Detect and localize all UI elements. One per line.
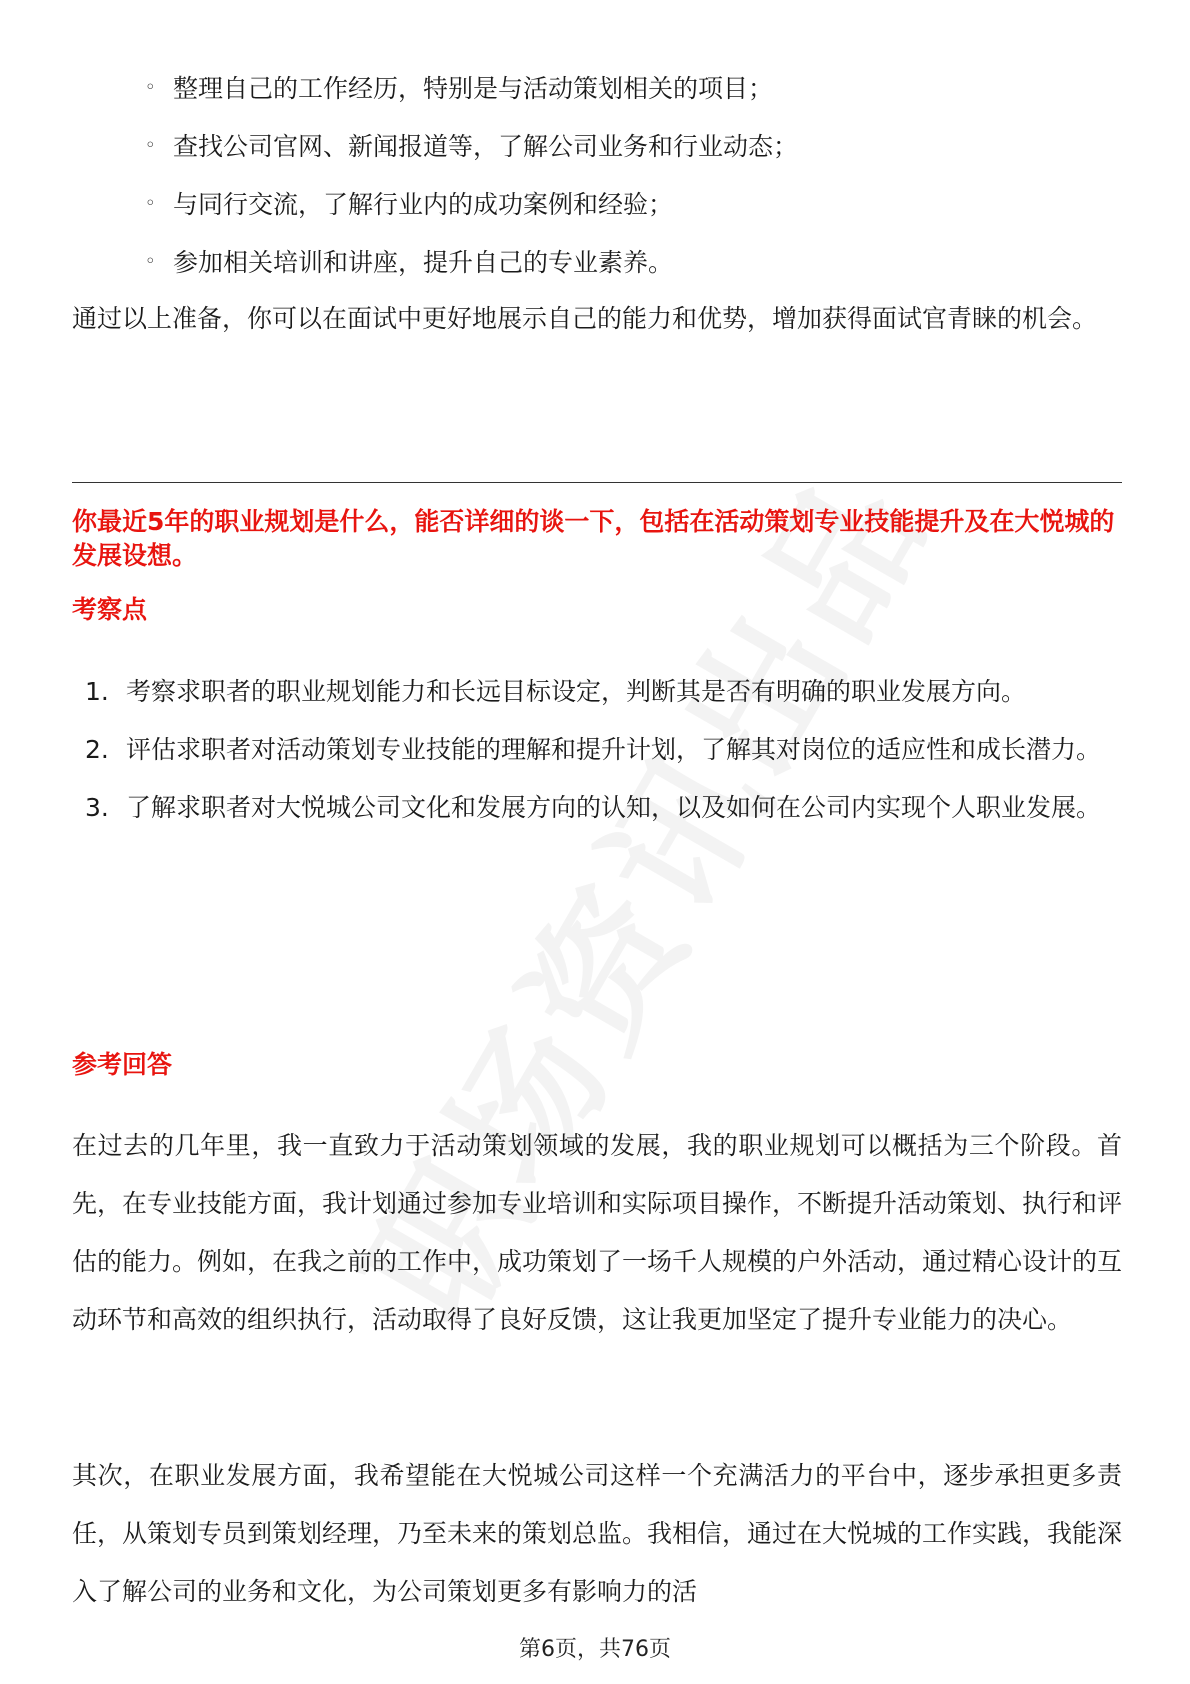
list-item xyxy=(145,174,798,232)
assessment-list xyxy=(85,663,1115,837)
page-number: 第6页，共76页 xyxy=(519,1637,671,1662)
list-item-text: 考察求职者的职业规划能力和长远目标设定，判断其是否有明确的职业发展方向。 xyxy=(126,677,1027,706)
answer-paragraph: 其次，在职业发展方面，我希望能在大悦城公司这样一个充满活力的平台中，逐步承担更多责任，从策划专员到策划经理，乃至未来的策划总监。我相信，通过在大悦城的工作实践，我能深入了解公司的业务和文化，为公司策划更多有影响力的活 xyxy=(72,1461,1123,1606)
bullet-icon: ◦ xyxy=(145,250,156,272)
list-item xyxy=(145,58,798,116)
list-item-number: 1. xyxy=(85,677,109,706)
list-item-text: 了解求职者对大悦城公司文化和发展方向的认知，以及如何在公司内实现个人职业发展。 xyxy=(126,793,1102,822)
list-item xyxy=(145,232,798,290)
answer-paragraph: 在过去的几年里，我一直致力于活动策划领域的发展，我的职业规划可以概括为三个阶段。首先，在专业技能方面，我计划通过参加专业培训和实际项目操作，不断提升活动策划、执行和评估的能力。例如，在我之前的工作中，成功策划了一场千人规模的户外活动，通过精心设计的互动环节和高效的组织执行，活动取得了良好反馈，这让我更加坚定了提升专业能力的决心。 xyxy=(72,1131,1123,1334)
list-item xyxy=(85,721,1115,779)
list-item-text: 参加相关培训和讲座，提升自己的专业素养。 xyxy=(173,248,674,277)
prep-list xyxy=(145,58,798,290)
list-item xyxy=(85,663,1115,721)
assessment-heading: 考察点 xyxy=(72,595,148,624)
list-item-number: 3. xyxy=(85,793,109,822)
bullet-icon: ◦ xyxy=(145,192,156,214)
bullet-icon: ◦ xyxy=(145,134,156,156)
interview-question: 你最近5年的职业规划是什么，能否详细的谈一下，包括在活动策划专业技能提升及在大悦城的发展设想。 xyxy=(72,507,1115,570)
section-divider xyxy=(72,482,1122,483)
list-item-text: 查找公司官网、新闻报道等，了解公司业务和行业动态； xyxy=(173,132,799,161)
list-item xyxy=(85,779,1115,837)
list-item-number: 2. xyxy=(85,735,109,764)
list-item-text: 与同行交流，了解行业内的成功案例和经验； xyxy=(173,190,674,219)
bullet-icon: ◦ xyxy=(145,76,156,98)
answer-heading: 参考回答 xyxy=(72,1050,173,1079)
list-item xyxy=(145,116,798,174)
prep-summary: 通过以上准备，你可以在面试中更好地展示自己的能力和优势，增加获得面试官青睐的机会。 xyxy=(72,304,1098,333)
list-item-text: 整理自己的工作经历，特别是与活动策划相关的项目； xyxy=(173,74,774,103)
list-item-text: 评估求职者对活动策划专业技能的理解和提升计划，了解其对岗位的适应性和成长潜力。 xyxy=(126,735,1102,764)
